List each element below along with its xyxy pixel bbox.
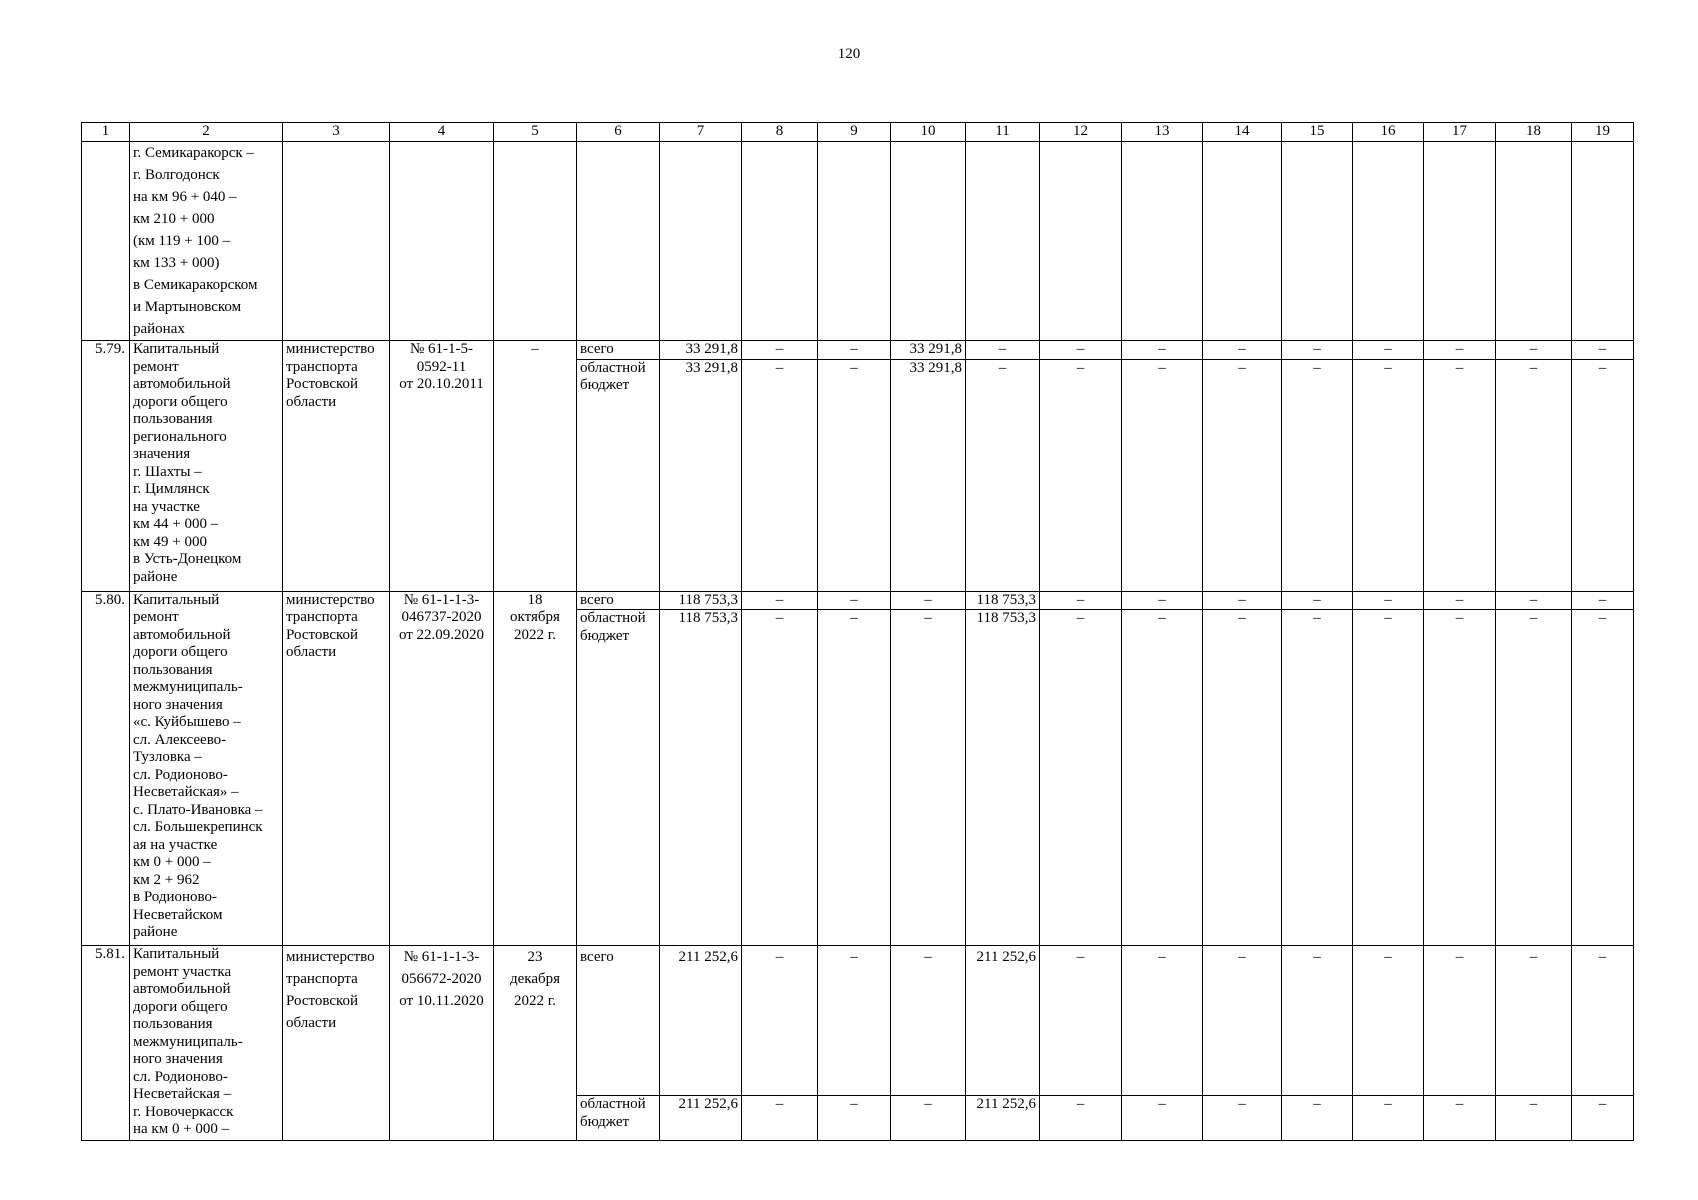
column-number-19: 19 — [1572, 123, 1634, 142]
page-number: 120 — [837, 46, 861, 62]
cell-value: – — [1424, 946, 1496, 1096]
text-line: межмуниципаль- — [133, 1033, 243, 1050]
column-number-3: 3 — [283, 123, 390, 142]
cell-value: – — [1424, 591, 1496, 610]
cell-value: – — [742, 1096, 818, 1141]
column-number-5: 5 — [494, 123, 577, 142]
cell-empty — [390, 142, 494, 341]
cell-value: – — [818, 341, 891, 360]
cell-value: – — [1572, 591, 1634, 610]
text-line: транспорта — [286, 971, 358, 987]
cell-value: – — [1203, 946, 1282, 1096]
column-number-1: 1 — [82, 123, 130, 142]
cell-value: – — [1353, 1096, 1424, 1141]
text-line: сл. Большекрепинск — [133, 819, 263, 835]
cell-empty — [1424, 142, 1496, 341]
table-row — [82, 591, 1634, 610]
cell-value: – — [1572, 359, 1634, 591]
text-line: № 61-1-1-3- — [403, 949, 480, 965]
text-line: г. Цимлянск — [133, 481, 210, 497]
column-number-14: 14 — [1203, 123, 1282, 142]
text-line: дороги общего — [133, 393, 228, 410]
cell-value: – — [1572, 1096, 1634, 1141]
text-line: регионального — [133, 428, 227, 445]
text-line: сл. Родионово- — [133, 766, 228, 783]
text-line: от 20.10.2011 — [399, 376, 484, 392]
cell-empty — [966, 142, 1040, 341]
cell-document — [390, 341, 494, 592]
text-line: 2022 г. — [514, 626, 556, 643]
cell-value: – — [1122, 946, 1203, 1096]
cell-value: – — [1122, 359, 1203, 591]
investment-table — [81, 122, 1634, 1141]
text-line: г. Новочеркасск — [133, 1103, 234, 1120]
text-line: от 10.11.2020 — [399, 993, 484, 1009]
cell-object-name — [130, 591, 283, 946]
column-number-10: 10 — [891, 123, 966, 142]
cell-value: – — [1496, 610, 1572, 946]
cell-value: – — [1203, 359, 1282, 591]
cell-value: – — [1040, 359, 1122, 591]
text-line: 2022 г. — [514, 993, 556, 1009]
text-line: (км 119 + 100 – — [133, 233, 231, 249]
cell-value: – — [1496, 359, 1572, 591]
continuation-row — [82, 142, 1634, 341]
cell-value: – — [1282, 610, 1353, 946]
text-line: с. Плато-Ивановка – — [133, 801, 263, 818]
column-number-8: 8 — [742, 123, 818, 142]
cell-date — [494, 341, 577, 592]
cell-value: – — [818, 946, 891, 1096]
cell-value: – — [818, 610, 891, 946]
cell-value: – — [1203, 610, 1282, 946]
cell-organization — [283, 341, 390, 592]
text-line: ремонт — [133, 358, 179, 375]
text-line: автомобильной — [133, 376, 231, 392]
cell-value: – — [1203, 591, 1282, 610]
text-line: от 22.09.2020 — [398, 626, 485, 643]
column-number-11: 11 — [966, 123, 1040, 142]
cell-value: – — [1040, 341, 1122, 360]
cell-value: – — [1122, 341, 1203, 360]
cell-value: – — [1282, 946, 1353, 1096]
column-number-12: 12 — [1040, 123, 1122, 142]
text-line: – — [531, 341, 539, 357]
text-line: км 133 + 000) — [133, 255, 220, 271]
cell-value: – — [818, 591, 891, 610]
cell-empty — [283, 142, 390, 341]
column-number-15: 15 — [1282, 123, 1353, 142]
cell-empty — [660, 142, 742, 341]
text-line: всего — [580, 341, 614, 357]
cell-value: – — [818, 1096, 891, 1141]
cell-organization — [283, 591, 390, 946]
cell-funding-source — [577, 1096, 660, 1141]
text-line: районах — [133, 321, 185, 337]
cell-value: – — [818, 359, 891, 591]
text-line: км 2 + 962 — [133, 871, 200, 888]
text-line: 046737-2020 — [401, 609, 482, 625]
cell-value: – — [1282, 591, 1353, 610]
text-line: декабря — [509, 971, 561, 987]
text-line: Несветайская» – — [133, 784, 239, 800]
cell-value: – — [742, 591, 818, 610]
text-line: г. Семикаракорск – — [133, 145, 254, 161]
column-number-16: 16 — [1353, 123, 1424, 142]
cell-value: – — [1572, 610, 1634, 946]
text-line: сл. Родионово- — [133, 1068, 228, 1085]
text-line: км 210 + 000 — [133, 211, 215, 227]
text-line: Ростовской — [286, 993, 359, 1009]
text-line: октября — [510, 609, 560, 625]
cell-item-number: 5.80. — [82, 591, 130, 946]
cell-value: – — [1122, 1096, 1203, 1141]
text-line: 0592-11 — [416, 358, 467, 375]
cell-value: – — [1496, 341, 1572, 360]
text-line: пользования — [133, 1016, 213, 1032]
text-line: дороги общего — [133, 644, 228, 660]
cell-item-number — [82, 142, 130, 341]
text-line: в Родионово- — [133, 889, 218, 905]
text-line: всего — [580, 949, 614, 965]
text-line: бюджет — [580, 627, 630, 644]
text-line: № 61-1-5- — [409, 341, 474, 357]
text-line: ая на участке — [133, 836, 218, 853]
cell-document — [390, 591, 494, 946]
cell-empty — [1572, 142, 1634, 341]
cell-value: – — [1572, 341, 1634, 360]
cell-value: – — [966, 341, 1040, 360]
cell-object-name — [130, 142, 283, 341]
cell-value: – — [1353, 341, 1424, 360]
text-line: в Усть-Донецком — [133, 551, 242, 567]
cell-value: – — [891, 946, 966, 1096]
cell-empty — [1282, 142, 1353, 341]
text-line: сл. Алексеево- — [133, 731, 227, 748]
cell-value: – — [1203, 1096, 1282, 1141]
cell-value: – — [1282, 341, 1353, 360]
column-number-2: 2 — [130, 123, 283, 142]
text-line: области — [286, 644, 337, 660]
text-line: Капитальный — [133, 591, 220, 608]
cell-value: 211 252,6 — [966, 946, 1040, 1096]
text-line: Несветайская – — [133, 1086, 232, 1102]
cell-value: – — [1496, 946, 1572, 1096]
text-line: министерство — [286, 341, 375, 357]
text-line: г. Шахты – — [133, 463, 202, 480]
text-line: км 0 + 000 – — [133, 854, 211, 870]
cell-value: – — [1122, 591, 1203, 610]
column-number-17: 17 — [1424, 123, 1496, 142]
cell-value: – — [1496, 591, 1572, 610]
cell-object-name — [130, 946, 283, 1141]
text-line: ного значения — [133, 696, 223, 713]
cell-value: – — [1353, 946, 1424, 1096]
text-line: областной — [580, 359, 646, 376]
cell-date — [494, 591, 577, 946]
text-line: районе — [133, 568, 178, 585]
cell-value: 118 753,3 — [660, 610, 742, 946]
cell-value: 118 753,3 — [966, 591, 1040, 610]
cell-value: 211 252,6 — [660, 946, 742, 1096]
table-row — [82, 341, 1634, 360]
cell-value: – — [1040, 610, 1122, 946]
cell-item-number: 5.79. — [82, 341, 130, 592]
cell-funding-source — [577, 610, 660, 946]
text-line: 23 — [527, 949, 543, 965]
cell-value: – — [891, 591, 966, 610]
cell-value: 33 291,8 — [660, 341, 742, 360]
cell-value: – — [1040, 1096, 1122, 1141]
text-line: Капитальный — [133, 946, 220, 962]
text-line: Тузловка – — [133, 749, 202, 765]
column-number-9: 9 — [818, 123, 891, 142]
cell-value: – — [1040, 591, 1122, 610]
cell-empty — [1203, 142, 1282, 341]
text-line: Ростовской — [286, 376, 359, 392]
cell-value: – — [1040, 946, 1122, 1096]
text-line: г. Волгодонск — [133, 167, 220, 183]
cell-date — [494, 946, 577, 1141]
column-number-13: 13 — [1122, 123, 1203, 142]
text-line: ремонт участка — [133, 963, 232, 980]
text-line: бюджет — [580, 377, 630, 393]
text-line: 18 — [527, 591, 543, 608]
text-line: области — [286, 1015, 337, 1031]
cell-value: – — [1353, 359, 1424, 591]
cell-value: 33 291,8 — [891, 341, 966, 360]
cell-value: – — [891, 610, 966, 946]
cell-empty — [742, 142, 818, 341]
text-line: транспорта — [286, 358, 358, 375]
cell-value: 33 291,8 — [891, 359, 966, 591]
cell-value: 211 252,6 — [966, 1096, 1040, 1141]
text-line: министерство — [286, 591, 375, 608]
text-line: Капитальный — [133, 341, 220, 357]
text-line: пользования — [133, 411, 213, 427]
cell-value: – — [1353, 591, 1424, 610]
cell-empty — [818, 142, 891, 341]
cell-value: – — [1282, 359, 1353, 591]
cell-value: – — [1353, 610, 1424, 946]
text-line: автомобильной — [133, 981, 231, 997]
text-line: и Мартыновском — [133, 299, 242, 315]
text-line: км 44 + 000 – — [133, 516, 219, 532]
text-line: межмуниципаль- — [133, 679, 243, 695]
cell-value: – — [1122, 610, 1203, 946]
text-line: на км 96 + 040 – — [133, 189, 237, 205]
cell-value: – — [742, 359, 818, 591]
cell-value: – — [1424, 341, 1496, 360]
text-line: на участке — [133, 498, 200, 515]
cell-funding-source — [577, 946, 660, 1096]
cell-value: – — [742, 341, 818, 360]
cell-funding-source — [577, 591, 660, 610]
text-line: Несветайском — [133, 906, 223, 923]
cell-value: 33 291,8 — [660, 359, 742, 591]
cell-value: – — [1572, 946, 1634, 1096]
cell-document — [390, 946, 494, 1141]
text-line: областной — [580, 1096, 646, 1112]
cell-empty — [1122, 142, 1203, 341]
text-line: на км 0 + 000 – — [133, 1121, 230, 1137]
text-line: всего — [580, 591, 614, 608]
cell-value: 118 753,3 — [660, 591, 742, 610]
cell-value: 118 753,3 — [966, 610, 1040, 946]
column-number-4: 4 — [390, 123, 494, 142]
text-line: ремонт — [133, 609, 179, 625]
cell-value: – — [966, 359, 1040, 591]
cell-item-number: 5.81. — [82, 946, 130, 1141]
cell-empty — [577, 142, 660, 341]
cell-funding-source — [577, 359, 660, 591]
cell-empty — [494, 142, 577, 341]
cell-value: 211 252,6 — [660, 1096, 742, 1141]
cell-empty — [891, 142, 966, 341]
text-line: дороги общего — [133, 998, 228, 1015]
text-line: значения — [133, 446, 191, 462]
text-line: районе — [133, 924, 178, 940]
column-number-6: 6 — [577, 123, 660, 142]
cell-funding-source — [577, 341, 660, 360]
text-line: «с. Куйбышево – — [133, 714, 241, 730]
cell-empty — [1353, 142, 1424, 341]
cell-value: – — [1424, 359, 1496, 591]
cell-value: – — [1496, 1096, 1572, 1141]
cell-value: – — [742, 946, 818, 1096]
text-line: 056672-2020 — [401, 971, 482, 987]
text-line: области — [286, 393, 337, 410]
text-line: областной — [580, 610, 646, 626]
cell-value: – — [1424, 1096, 1496, 1141]
cell-value: – — [1203, 341, 1282, 360]
text-line: ного значения — [133, 1051, 223, 1067]
cell-empty — [1040, 142, 1122, 341]
cell-value: – — [891, 1096, 966, 1141]
column-numbers — [82, 123, 1634, 142]
table-row — [82, 946, 1634, 1096]
text-line: в Семикаракорском — [133, 277, 258, 293]
text-line: Ростовской — [286, 626, 359, 643]
text-line: министерство — [286, 949, 375, 965]
cell-empty — [1496, 142, 1572, 341]
cell-organization — [283, 946, 390, 1141]
cell-value: – — [1282, 1096, 1353, 1141]
text-line: автомобильной — [133, 626, 231, 643]
text-line: км 49 + 000 — [133, 533, 207, 550]
cell-value: – — [1424, 610, 1496, 946]
cell-object-name — [130, 341, 283, 592]
table-body — [82, 142, 1634, 1141]
text-line: пользования — [133, 661, 213, 678]
text-line: № 61-1-1-3- — [403, 591, 480, 608]
column-number-18: 18 — [1496, 123, 1572, 142]
cell-value: – — [742, 610, 818, 946]
text-line: транспорта — [286, 609, 358, 625]
column-number-7: 7 — [660, 123, 742, 142]
text-line: бюджет — [580, 1113, 630, 1130]
